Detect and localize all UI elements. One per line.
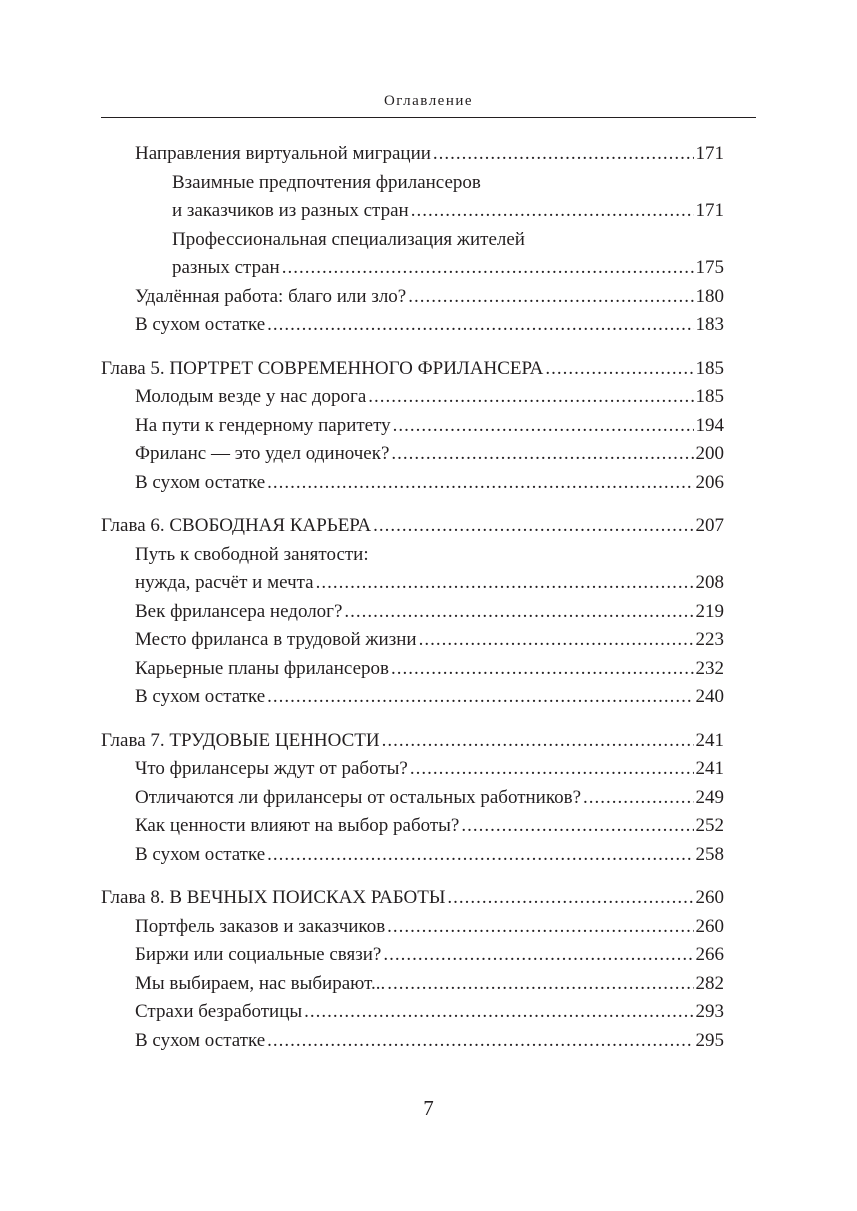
entry-page-number: 266 xyxy=(695,944,724,965)
dot-leader xyxy=(411,197,694,226)
entry-page-number: 183 xyxy=(695,314,724,335)
dot-leader xyxy=(461,812,693,841)
entry-page-number: 200 xyxy=(695,443,724,464)
dot-leader xyxy=(387,970,693,999)
toc-subsection-entry xyxy=(101,598,724,627)
entry-page-number: 206 xyxy=(695,471,724,493)
dot-leader xyxy=(368,383,693,412)
entry-title: Биржи или социальные связи? xyxy=(135,944,382,965)
dot-leader xyxy=(433,140,694,169)
entry-page-number: 240 xyxy=(695,686,724,707)
entry-title: Портфель заказов и заказчиков xyxy=(135,915,386,937)
toc-section xyxy=(101,512,724,712)
entry-title: В сухом остатке xyxy=(135,471,266,493)
toc-subsection-entry xyxy=(101,941,724,970)
dot-leader xyxy=(282,254,694,283)
toc-subsection-entry xyxy=(101,998,724,1027)
entry-page-number: 258 xyxy=(695,843,724,865)
entry-page-number: 171 xyxy=(695,143,724,164)
entry-title: Карьерные планы фрилансеров xyxy=(135,657,389,679)
entry-title: Молодым везде у нас дорога xyxy=(135,386,367,407)
dot-leader xyxy=(391,440,693,469)
dot-leader xyxy=(267,841,693,870)
entry-title: В сухом остатке xyxy=(135,314,266,335)
entry-title: Удалённая работа: благо или зло? xyxy=(135,285,407,307)
entry-title: Фриланс — это удел одиночек? xyxy=(135,443,390,464)
page-number: 7 xyxy=(423,1096,434,1120)
toc-subsection-entry xyxy=(101,913,724,942)
entry-page-number: 241 xyxy=(695,729,724,751)
entry-page-number: 241 xyxy=(695,758,724,779)
entry-page-number: 282 xyxy=(695,972,724,994)
dot-leader xyxy=(391,655,694,684)
entry-title: Глава 8. В ВЕЧНЫХ ПОИСКАХ РАБОТЫ xyxy=(101,887,446,908)
entry-title: Глава 6. СВОБОДНАЯ КАРЬЕРА xyxy=(101,515,372,536)
entry-page-number: 185 xyxy=(695,386,724,407)
entry-page-number: 185 xyxy=(695,357,724,379)
toc-subsection-entry xyxy=(101,784,724,813)
toc-subsection-entry xyxy=(101,311,724,340)
entry-page-number: 194 xyxy=(695,414,724,436)
running-header: Оглавление xyxy=(101,88,756,118)
entry-page-number: 260 xyxy=(695,887,724,908)
entry-page-number: 219 xyxy=(695,600,724,622)
dot-leader xyxy=(267,469,693,498)
entry-title: Век фрилансера недолог? xyxy=(135,600,343,622)
entry-page-number: 249 xyxy=(695,786,724,808)
entry-page-number: 223 xyxy=(695,629,724,650)
toc-section xyxy=(101,727,724,870)
entry-title: Мы выбираем, нас выбирают... xyxy=(135,972,386,994)
dot-leader xyxy=(393,412,694,441)
entry-title: разных стран xyxy=(172,257,280,278)
toc-subsection-entry xyxy=(101,683,724,712)
toc-subsection-entry xyxy=(101,283,724,312)
toc-chapter-entry xyxy=(101,727,724,756)
toc-subsection-entry xyxy=(101,383,724,412)
dot-leader xyxy=(373,512,693,541)
toc-chapter-entry xyxy=(101,355,724,384)
entry-title: В сухом остатке xyxy=(135,843,266,865)
entry-title: Место фриланса в трудовой жизни xyxy=(135,629,417,650)
dot-leader xyxy=(410,755,694,784)
entry-title: Что фрилансеры ждут от работы? xyxy=(135,758,408,779)
toc-subsection-entry xyxy=(101,469,724,498)
toc-subsection-entry xyxy=(101,812,724,841)
toc-subsection-entry xyxy=(101,169,724,226)
entry-title: Направления виртуальной миграции xyxy=(135,143,431,164)
toc-subsection-entry xyxy=(101,970,724,999)
dot-leader xyxy=(267,1027,693,1056)
dot-leader xyxy=(304,998,693,1027)
toc-subsection-entry xyxy=(101,140,724,169)
dot-leader xyxy=(316,569,694,598)
entry-page-number: 295 xyxy=(695,1029,724,1051)
dot-leader xyxy=(383,941,693,970)
dot-leader xyxy=(447,884,693,913)
entry-title: Глава 5. ПОРТРЕТ СОВРЕМЕННОГО ФРИЛАНСЕРА xyxy=(101,357,544,379)
entry-title: Отличаются ли фрилансеры от остальных работников? xyxy=(135,786,581,808)
toc-subsection-entry xyxy=(101,755,724,784)
toc-section xyxy=(101,884,724,1055)
entry-title: нужда, расчёт и мечта xyxy=(135,572,314,593)
dot-leader xyxy=(267,683,693,712)
toc-subsection-entry xyxy=(101,841,724,870)
entry-title-line: Профессиональная специализация жителей xyxy=(172,228,525,250)
toc-subsection-entry xyxy=(101,655,724,684)
dot-leader xyxy=(419,626,694,655)
dot-leader xyxy=(583,784,694,813)
entry-title: Как ценности влияют на выбор работы? xyxy=(135,815,460,836)
entry-title-line: Взаимные предпочтения фрилансеров xyxy=(172,171,481,193)
toc-subsection-entry xyxy=(101,412,724,441)
dot-leader xyxy=(545,355,693,384)
entry-page-number: 208 xyxy=(695,572,724,593)
entry-title: На пути к гендерному паритету xyxy=(135,414,391,436)
toc-subsection-entry xyxy=(101,1027,724,1056)
toc-chapter-entry xyxy=(101,884,724,913)
entry-page-number: 171 xyxy=(695,200,724,221)
entry-title-line: Путь к свободной занятости: xyxy=(135,543,369,565)
toc-chapter-entry xyxy=(101,512,724,541)
toc-subsection-entry xyxy=(101,440,724,469)
entry-title: Глава 7. ТРУДОВЫЕ ЦЕННОСТИ xyxy=(101,729,380,751)
toc-section xyxy=(101,140,724,340)
dot-leader xyxy=(408,283,693,312)
toc-section xyxy=(101,355,724,498)
entry-page-number: 293 xyxy=(695,1001,724,1022)
entry-page-number: 207 xyxy=(695,515,724,536)
entry-title: и заказчиков из разных стран xyxy=(172,200,409,221)
toc-subsection-entry xyxy=(101,226,724,283)
entry-page-number: 252 xyxy=(695,815,724,836)
entry-title: В сухом остатке xyxy=(135,1029,266,1051)
entry-page-number: 232 xyxy=(695,657,724,679)
dot-leader xyxy=(267,311,693,340)
entry-title: Страхи безработицы xyxy=(135,1001,303,1022)
entry-page-number: 175 xyxy=(695,257,724,278)
entry-page-number: 260 xyxy=(695,915,724,937)
toc-subsection-entry xyxy=(101,626,724,655)
entry-page-number: 180 xyxy=(695,285,724,307)
toc-subsection-entry xyxy=(101,541,724,598)
dot-leader xyxy=(382,727,694,756)
dot-leader xyxy=(387,913,693,942)
table-of-contents xyxy=(101,140,724,1070)
dot-leader xyxy=(344,598,693,627)
entry-title: В сухом остатке xyxy=(135,686,266,707)
